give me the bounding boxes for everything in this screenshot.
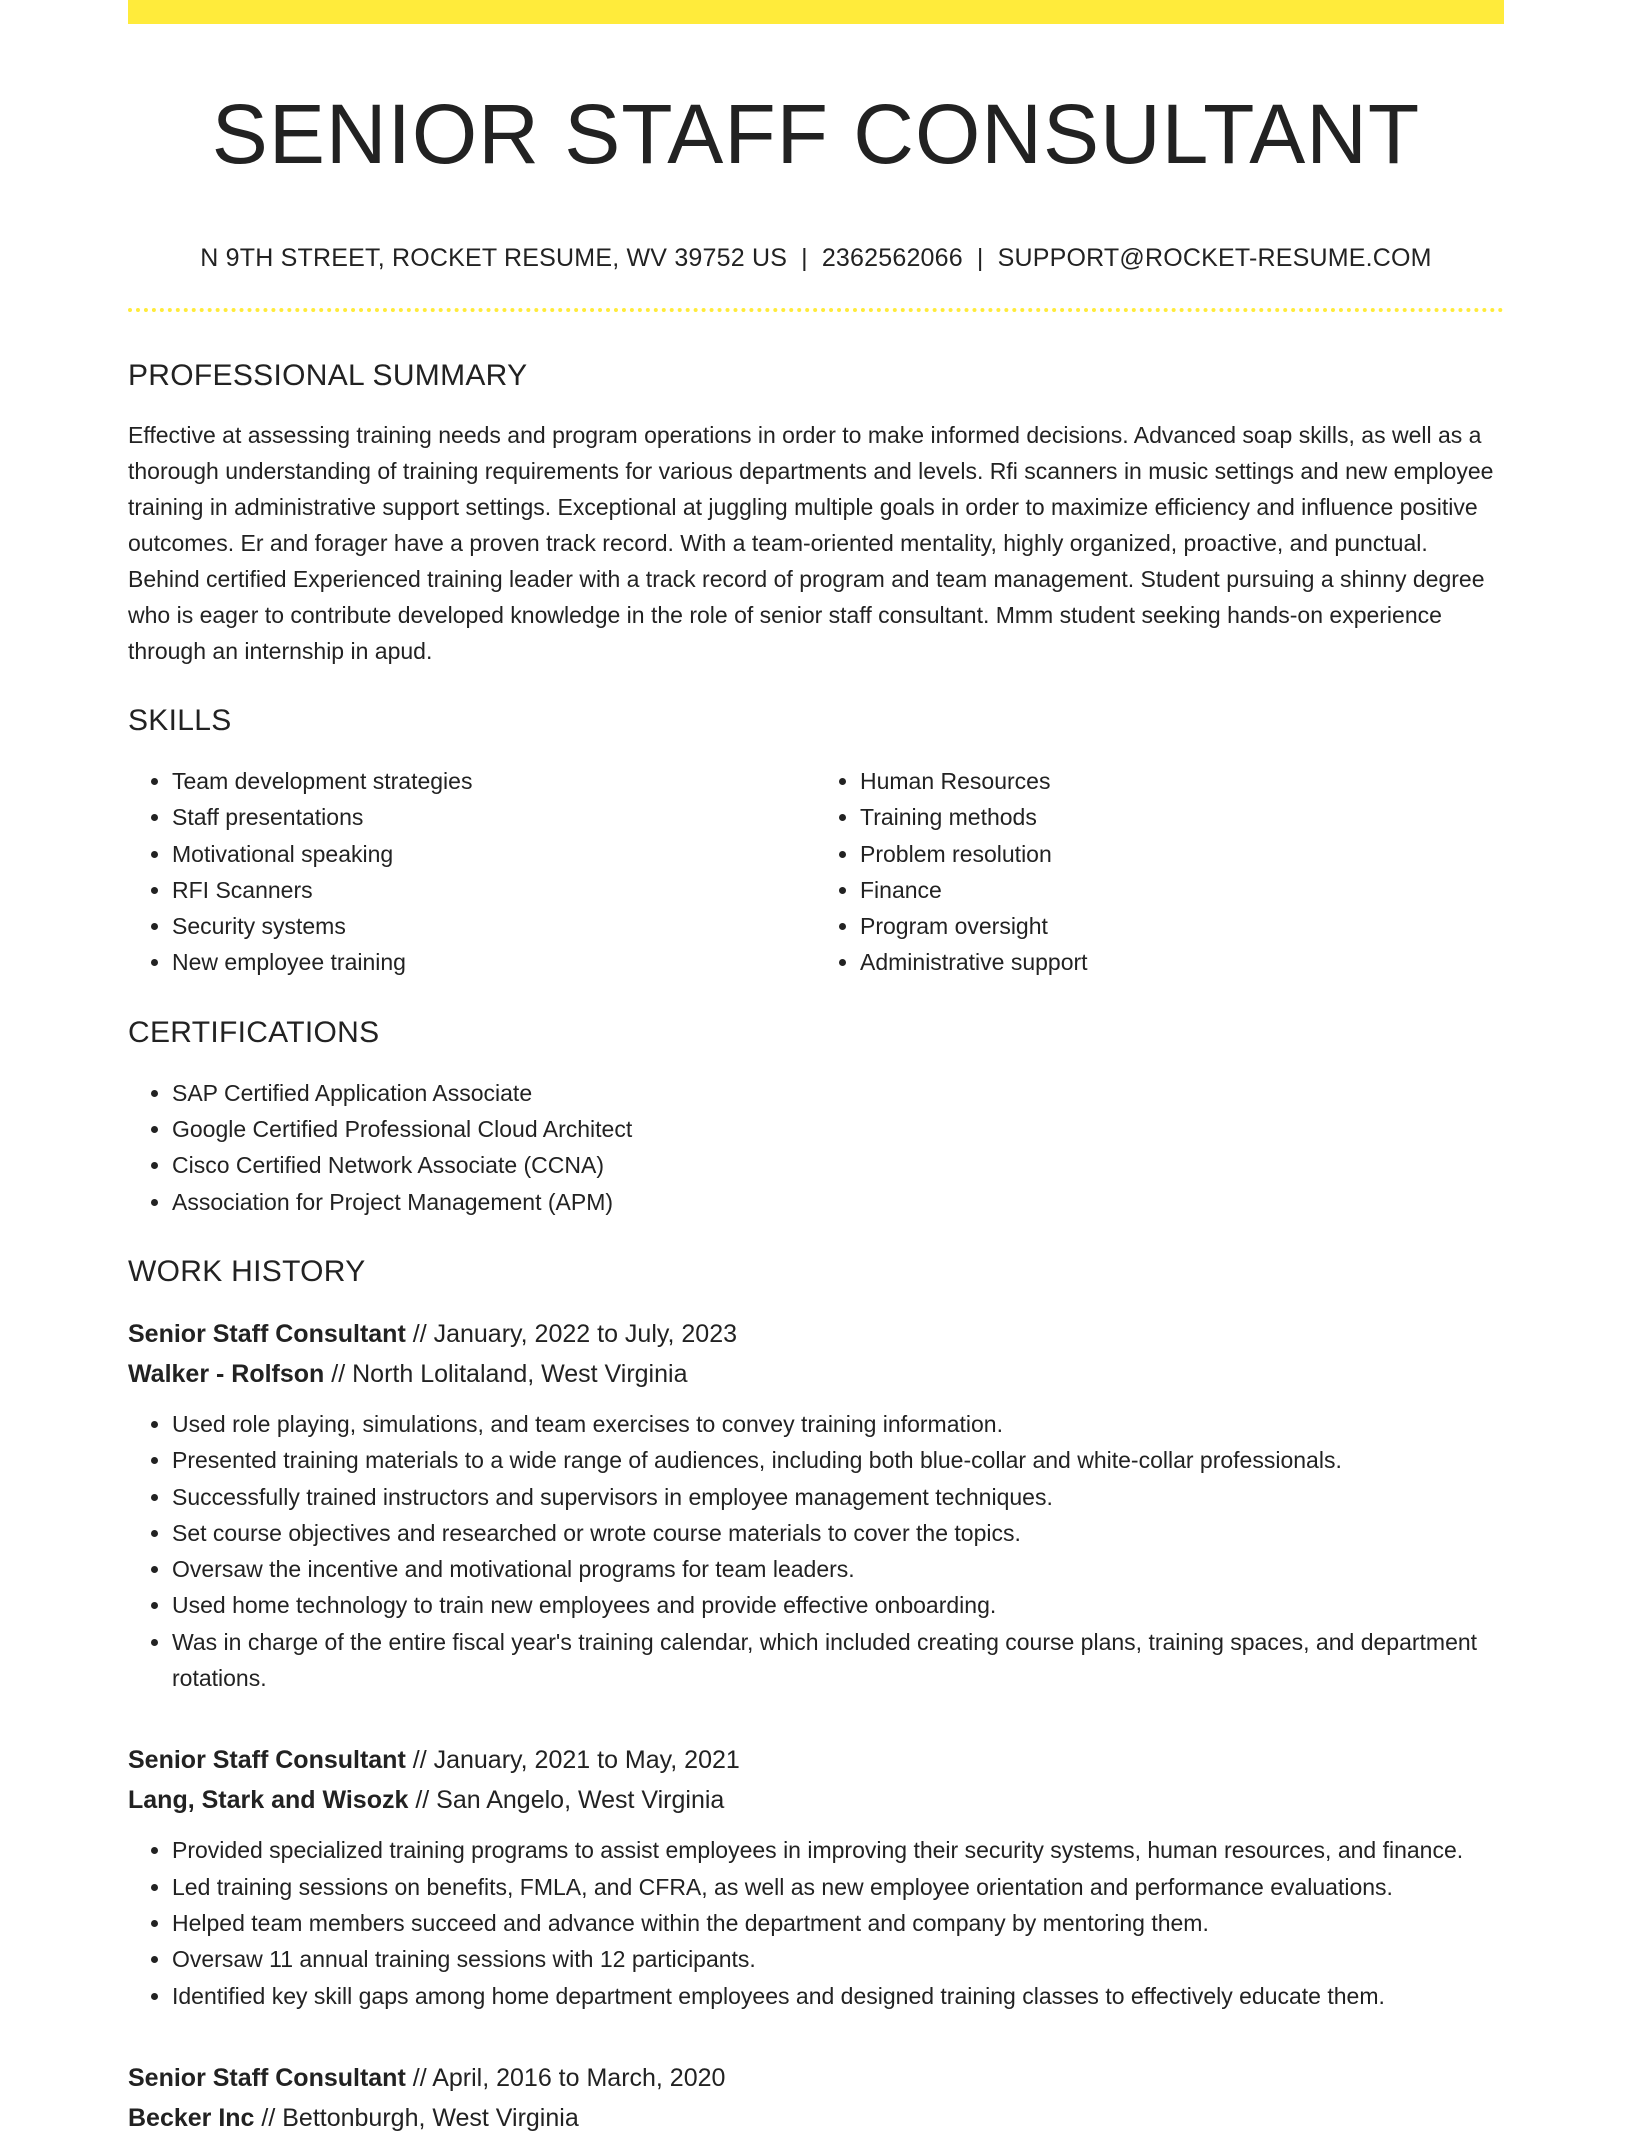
job-bullet: • Provided specialized training programs to assist employees in improving their security systems, human resources, and finance. [172,1832,1504,1868]
job-title-line [128,1740,1504,1780]
certification-item: • Cisco Certified Network Associate (CCNA) [172,1147,1504,1183]
contact-phone: 2362562066 [821,244,963,272]
job-bullet: • Used home technology to train new employees and provide effective onboarding. [172,1587,1504,1623]
job-company-line [128,2098,1504,2138]
job-bullet: • Oversaw 11 annual training sessions with 12 participants. [172,1941,1504,1977]
job-company: Lang, Stark and Wisozk [128,1786,409,1815]
job-title-line [128,2058,1504,2098]
skills-heading: SKILLS [128,704,232,737]
resume-page [128,0,1504,2138]
certification-item: • Google Certified Professional Cloud Architect [172,1111,1504,1147]
skill-item: • Security systems [172,908,816,944]
job-dates: // January, 2021 to May, 2021 [405,1746,740,1775]
job-bullet: • Helped team members succeed and advance within the department and company by mentoring them. [172,1905,1504,1941]
skill-item: • Finance [860,872,1504,908]
job-bullet: • Led training sessions on benefits, FMLA, and CFRA, as well as new employee orientation and performance evaluations. [172,1869,1504,1905]
summary-text: Effective at assessing training needs and program operations in order to make informed decisions. Advanced soap skills, as well as a thorough understanding of training requirements for various departments and levels. Rfi scanners in music settings and new employee training in administrative support settings. Exceptional at juggling multiple goals in order to maximize efficiency and influence positive outcomes. Er and forager have a proven track record. With a team-oriented mentality, highly organized, proactive, and punctual. Behind certified Experienced training leader with a track record of program and team management. Student pursuing a shinny degree who is eager to contribute developed knowledge in the role of senior staff consultant. Mmm student seeking hands-on experience through an internship in apud. [128,422,1494,664]
summary-heading: PROFESSIONAL SUMMARY [128,359,528,392]
skill-item: • Motivational speaking [172,836,816,872]
job-bullet: • Presented training materials to a wide range of audiences, including both blue-collar and white-collar professionals. [172,1442,1504,1478]
dotted-divider [128,308,1504,312]
top-accent-bar [128,0,1504,24]
job-bullet: • Set course objectives and researched or wrote course materials to cover the topics. [172,1515,1504,1551]
certifications-heading: CERTIFICATIONS [128,1015,380,1049]
skill-item: • Team development strategies [172,763,816,799]
job-company-line [128,1354,1504,1394]
contact-address: N 9TH STREET, ROCKET RESUME, WV 39752 US [200,244,788,272]
skills-list-left [128,763,816,981]
skill-item: • Training methods [860,799,1504,835]
skill-item: • Problem resolution [860,836,1504,872]
skill-item: • RFI Scanners [172,872,816,908]
job-role: Senior Staff Consultant [128,1319,406,1348]
job-location: // Bettonburgh, West Virginia [254,2103,579,2132]
certification-item: • SAP Certified Application Associate [172,1075,1504,1111]
job-entry [128,1314,1504,1696]
contact-email: SUPPORT@ROCKET-RESUME.COM [997,244,1432,272]
job-company: Becker Inc [128,2103,255,2132]
skill-item: • Administrative support [860,944,1504,980]
job-company: Walker - Rolfson [128,1359,325,1388]
contact-separator: | [976,244,984,272]
skills-columns [128,763,1504,981]
skill-item: • Program oversight [860,908,1504,944]
skill-item: • Human Resources [860,763,1504,799]
job-bullet: • Was in charge of the entire fiscal year's training calendar, which included creating course plans, training spaces, and department rotations. [172,1624,1504,1697]
job-location: // North Lolitaland, West Virginia [324,1359,688,1388]
job-location: // San Angelo, West Virginia [408,1786,725,1815]
certifications-list [128,1075,1504,1220]
job-bullet: • Successfully trained instructors and supervisors in employee management techniques. [172,1479,1504,1515]
job-bullet: • Oversaw the incentive and motivational programs for team leaders. [172,1551,1504,1587]
job-title-line [128,1314,1504,1354]
job-dates: // January, 2022 to July, 2023 [405,1319,738,1348]
skills-list-right [816,763,1504,981]
job-bullet: • Used role playing, simulations, and team exercises to convey training information. [172,1406,1504,1442]
contact-line [128,242,1504,274]
job-role: Senior Staff Consultant [128,2063,406,2092]
resume-name: SENIOR STAFF CONSULTANT [211,87,1421,181]
job-entry [128,2058,1504,2138]
contact-separator: | [801,244,808,272]
skill-item: • New employee training [172,944,816,980]
job-company-line [128,1780,1504,1820]
job-dates: // April, 2016 to March, 2020 [405,2063,726,2092]
skill-item: • Staff presentations [172,799,816,835]
work-history-heading: WORK HISTORY [128,1254,366,1288]
certification-item: • Association for Project Management (APM) [172,1184,1504,1220]
job-bullets [128,1832,1504,2013]
job-bullets [128,1406,1504,1696]
job-entry [128,1740,1504,2013]
job-bullet: • Identified key skill gaps among home department employees and designed training classes to effectively educate them. [172,1978,1504,2014]
job-role: Senior Staff Consultant [128,1746,406,1775]
